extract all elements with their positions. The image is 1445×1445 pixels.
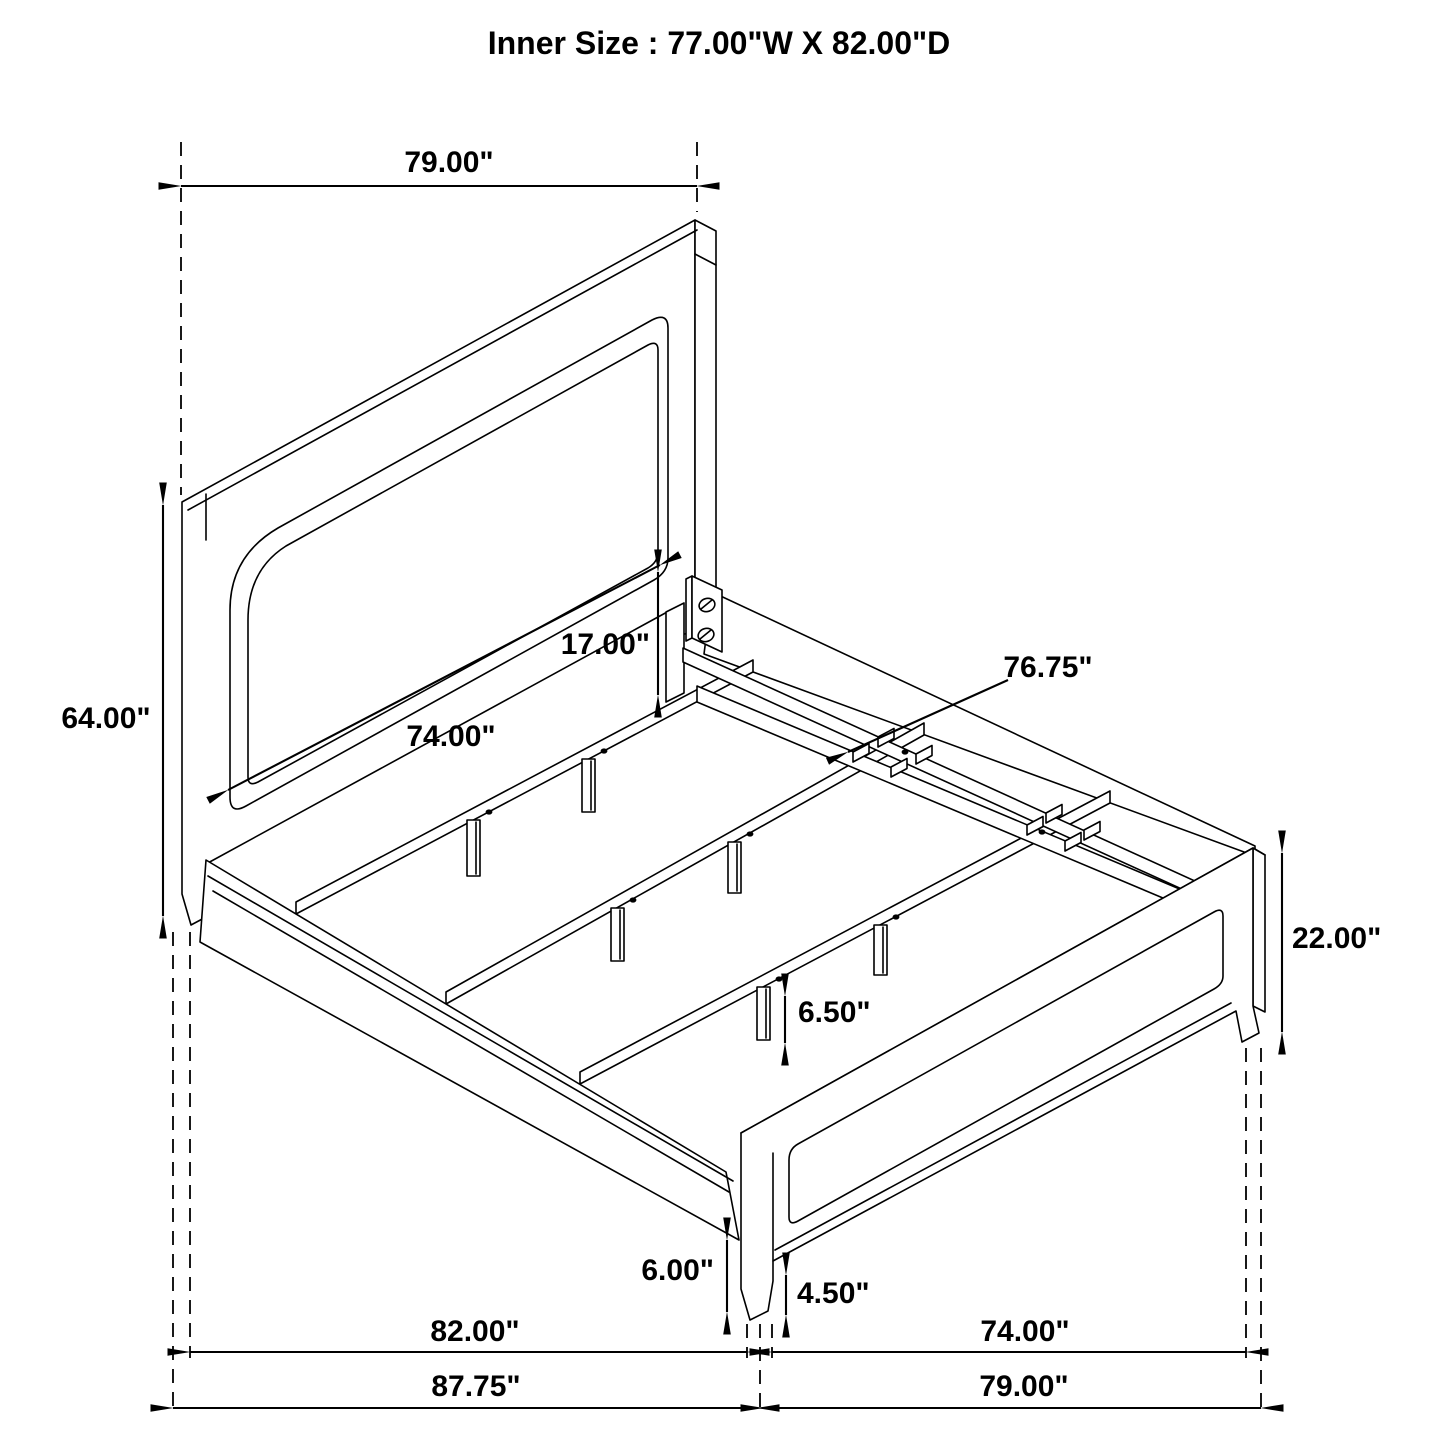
near-side-rail xyxy=(200,860,739,1240)
dim-label-slat-leg-height: 6.50" xyxy=(798,996,871,1029)
rail-bracket xyxy=(686,576,722,652)
dim-label-headboard-inner-width: 74.00" xyxy=(406,720,496,753)
dim-label-headboard-width: 79.00" xyxy=(404,146,494,179)
dim-overall-depth xyxy=(173,1370,757,1408)
dim-label-footboard-inner-width: 74.00" xyxy=(980,1315,1070,1348)
dim-label-foot-height: 4.50" xyxy=(797,1277,870,1310)
dim-slat-leg-height xyxy=(785,996,871,1043)
dim-footboard-outer-width xyxy=(763,1370,1261,1408)
dim-label-overall-depth: 87.75" xyxy=(431,1370,521,1403)
dim-label-footboard-height: 22.00" xyxy=(1292,922,1382,955)
dim-label-headboard-height: 64.00" xyxy=(61,702,151,735)
dim-footboard-height xyxy=(1282,853,1381,1032)
center-rail-hanger-block xyxy=(666,603,684,702)
dim-label-rail-clearance: 6.00" xyxy=(641,1254,714,1287)
footboard xyxy=(741,848,1265,1320)
dim-foot-height xyxy=(786,1275,870,1315)
diagram-title: Inner Size : 77.00"W X 82.00"D xyxy=(487,25,951,61)
headboard xyxy=(182,220,716,925)
dim-label-inner-depth: 82.00" xyxy=(430,1315,520,1348)
dim-label-footboard-outer-width: 79.00" xyxy=(979,1370,1069,1403)
dim-rail-clearance xyxy=(641,1240,727,1312)
dim-label-panel-height: 17.00" xyxy=(560,628,650,661)
footboard-right-face xyxy=(1253,848,1265,1012)
dim-label-center-rail-length: 76.75" xyxy=(1003,651,1093,684)
headboard-right-post-side xyxy=(695,220,716,638)
footboard-front-face xyxy=(741,848,1259,1320)
dim-headboard-height xyxy=(61,505,163,916)
